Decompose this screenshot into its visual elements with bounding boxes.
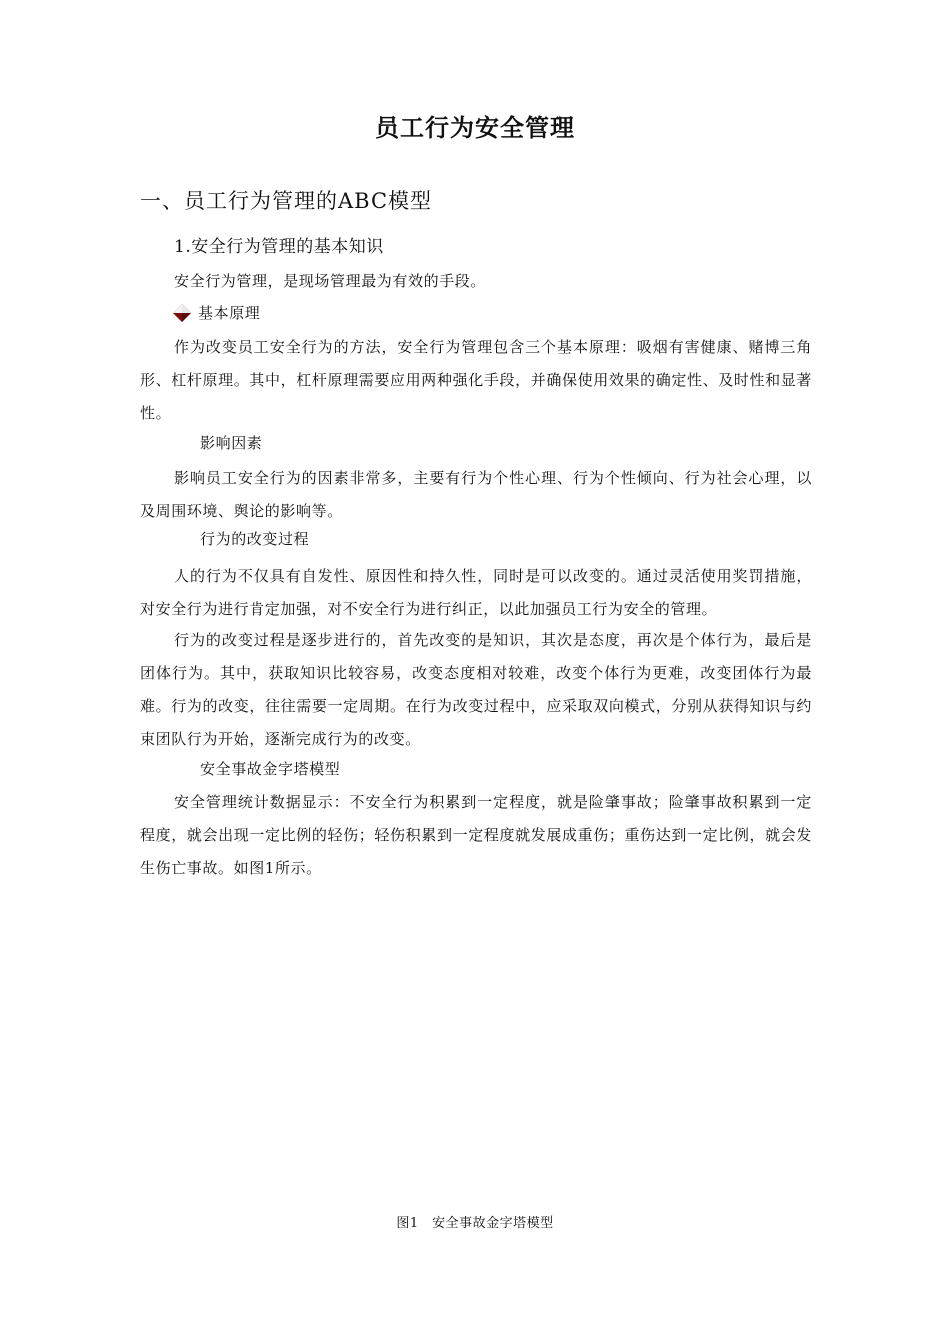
intro-paragraph: 安全行为管理，是现场管理最为有效的手段。 [174,272,487,290]
change-paragraph-2: 行为的改变过程是逐步进行的，首先改变的是知识，其次是态度，再次是个体行为，最后是团体行为。其中，获取知识比较容易，改变态度相对较难，改变个体行为更难，改变团体行为最难。行为的改变，往往需要一定周期。在行为改变过程中，应采取双向模式，分别从获得知识与约束团队行为开始，逐渐完成行为的改变。 [140,631,812,748]
bullet-item-principles [172,302,260,323]
subsection-heading: 1.安全行为管理的基本知识 [174,237,384,257]
change-heading: 行为的改变过程 [200,530,310,548]
diamond-bullet-icon [172,303,192,323]
change-paragraph-1: 人的行为不仅具有自发性、原因性和持久性，同时是可以改变的。通过灵活使用奖罚措施，对安全行为进行肯定加强，对不安全行为进行纠正，以此加强员工行为安全的管理。 [140,567,812,618]
section-heading: 一、员工行为管理的ABC模型 [140,189,433,213]
figure-caption: 图1 安全事故金字塔模型 [396,1216,554,1231]
pyramid-paragraph: 安全管理统计数据显示：不安全行为积累到一定程度，就是险肇事故；险肇事故积累到一定程度，就会出现一定比例的轻伤；轻伤积累到一定程度就发展成重伤；重伤达到一定比例，就会发生伤亡事故。如图1所示。 [140,793,812,877]
principle-paragraph: 作为改变员工安全行为的方法，安全行为管理包含三个基本原理：吸烟有害健康、赌博三角形、杠杆原理。其中，杠杆原理需要应用两种强化手段，并确保使用效果的确定性、及时性和显著性。 [140,338,812,422]
factors-paragraph: 影响员工安全行为的因素非常多，主要有行为个性心理、行为个性倾向、行为社会心理，以及周围环境、舆论的影响等。 [140,469,812,520]
pyramid-heading: 安全事故金字塔模型 [200,760,341,778]
page-title: 员工行为安全管理 [375,114,575,142]
bullet-label: 基本原理 [198,304,261,322]
factors-heading: 影响因素 [200,434,263,452]
